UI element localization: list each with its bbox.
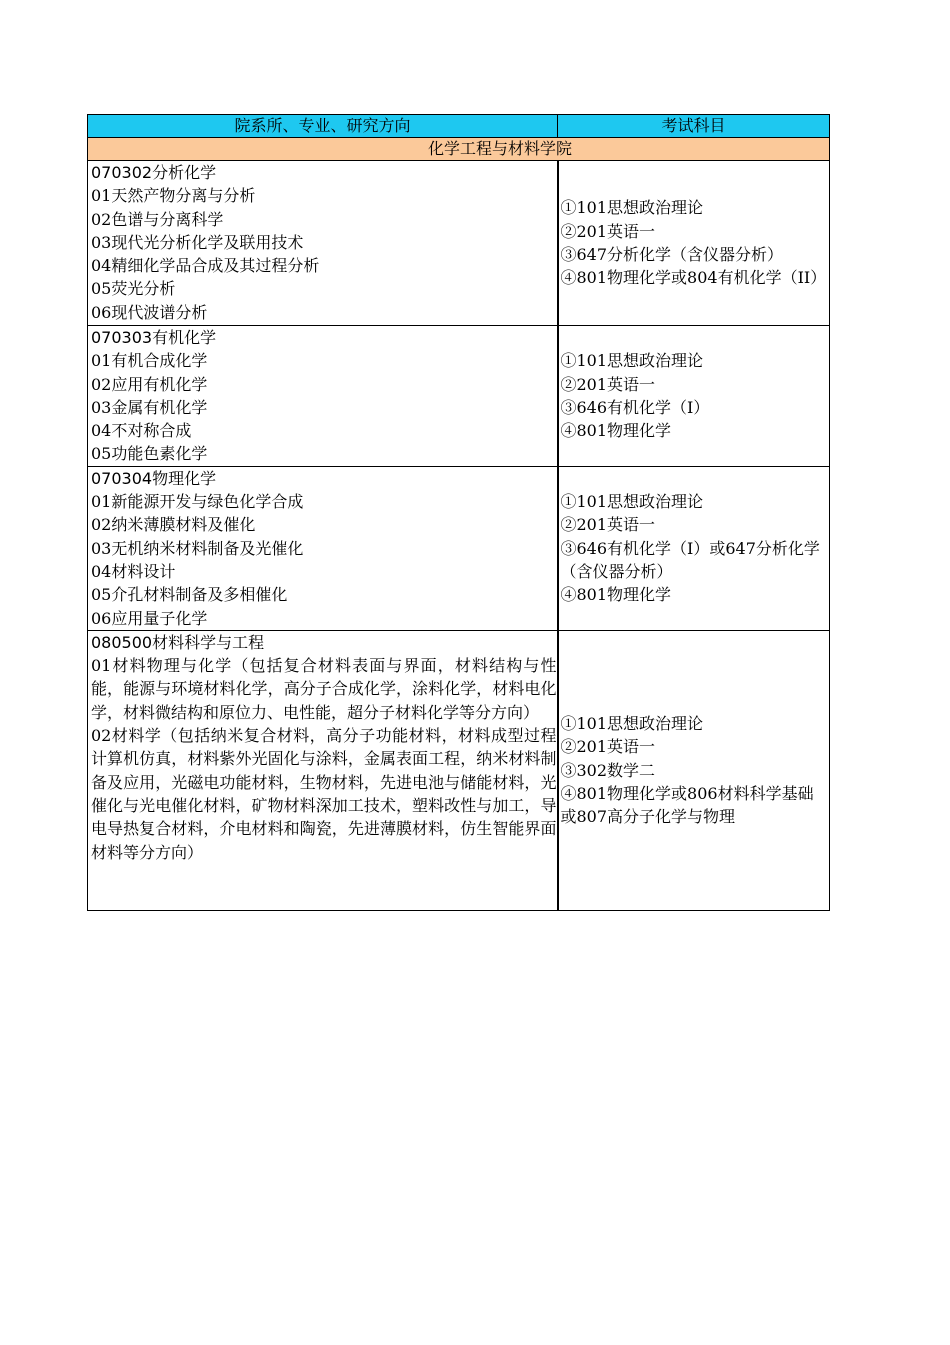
subject-item: ④801物理化学或806材料科学基础或807高分子化学与物理 xyxy=(560,784,814,827)
program-title: 070304物理化学 xyxy=(91,468,217,488)
subject-item: ④801物理化学 xyxy=(560,421,672,441)
direction-item: 05介孔材料制备及多相催化 xyxy=(91,585,288,605)
program-title: 080500材料科学与工程 xyxy=(91,632,265,652)
subjects-cell xyxy=(558,630,830,910)
subjects-cell xyxy=(558,466,830,630)
subject-item: ②201英语一 xyxy=(560,737,656,757)
subject-item: ③647分析化学（含仪器分析） xyxy=(560,245,784,264)
direction-item: 06应用量子化学 xyxy=(91,608,208,628)
subject-item: ①101思想政治理论 xyxy=(560,492,704,512)
direction-item: 03现代光分析化学及联用技术 xyxy=(91,232,304,252)
subject-item: ①101思想政治理论 xyxy=(560,351,704,371)
direction-item: 02色谱与分离科学 xyxy=(91,209,224,229)
direction-item: 06现代波谱分析 xyxy=(91,302,208,322)
header-subjects-column: 考试科目 xyxy=(558,115,830,138)
program-cell xyxy=(88,161,558,326)
direction-item: 02材料学（包括纳米复合材料，高分子功能材料，材料成型过程计算机仿真，材料紫外光固化与涂料，金属表面工程，纳米材料制备及应用，光磁电功能材料，生物材料，先进电池与储能材料，光催化与光电催化材料，矿物材料深加工技术，塑料改性与加工，导电导热复合材料，介电材料和陶瓷，先进薄膜材料，仿生智能界面材料等分方向） xyxy=(91,726,557,862)
direction-item: 01材料物理与化学（包括复合材料表面与界面，材料结构与性能，能源与环境材料化学，高分子合成化学，涂料化学，材料电化学，材料微结构和原位力、电性能，超分子材料化学等分方向） xyxy=(91,656,557,722)
subject-item: ③646有机化学（I）或647分析化学（含仪器分析） xyxy=(560,538,820,581)
program-cell xyxy=(88,630,558,910)
program-row xyxy=(88,161,830,326)
program-row xyxy=(88,630,830,910)
subject-item: ④801物理化学 xyxy=(560,585,672,605)
department-name: 化学工程与材料学院 xyxy=(88,138,830,161)
direction-item: 01有机合成化学 xyxy=(91,351,208,371)
direction-item: 01新能源开发与绿色化学合成 xyxy=(91,492,304,512)
direction-item: 04精细化学品合成及其过程分析 xyxy=(91,256,320,276)
subject-item: ②201英语一 xyxy=(560,374,656,394)
subject-item: ②201英语一 xyxy=(560,221,656,241)
direction-item: 04不对称合成 xyxy=(91,421,192,441)
direction-item: 02应用有机化学 xyxy=(91,374,208,394)
program-row xyxy=(88,326,830,467)
table-header-row xyxy=(88,115,830,138)
subject-item: ①101思想政治理论 xyxy=(560,714,704,734)
direction-item: 05功能色素化学 xyxy=(91,444,208,464)
header-program-column: 院系所、专业、研究方向 xyxy=(88,115,558,138)
department-row xyxy=(88,138,830,161)
direction-item: 03无机纳米材料制备及光催化 xyxy=(91,538,304,558)
direction-item: 03金属有机化学 xyxy=(91,397,208,417)
direction-item: 04材料设计 xyxy=(91,561,176,581)
program-title: 070302分析化学 xyxy=(91,163,217,182)
subject-item: ④801物理化学或804有机化学（II） xyxy=(560,268,827,288)
subject-item: ①101思想政治理论 xyxy=(560,198,704,218)
subject-item: ③646有机化学（I） xyxy=(560,397,710,417)
direction-item: 05荧光分析 xyxy=(91,279,176,299)
program-row xyxy=(88,466,830,630)
direction-item: 01天然产物分离与分析 xyxy=(91,186,256,206)
program-title: 070303有机化学 xyxy=(91,328,217,347)
program-cell xyxy=(88,326,558,467)
subjects-cell xyxy=(558,161,830,326)
exam-subjects-table xyxy=(87,114,830,911)
subjects-cell xyxy=(558,326,830,467)
direction-item: 02纳米薄膜材料及催化 xyxy=(91,515,256,535)
program-cell xyxy=(88,466,558,630)
subject-item: ②201英语一 xyxy=(560,515,656,535)
subject-item: ③302数学二 xyxy=(560,760,656,780)
